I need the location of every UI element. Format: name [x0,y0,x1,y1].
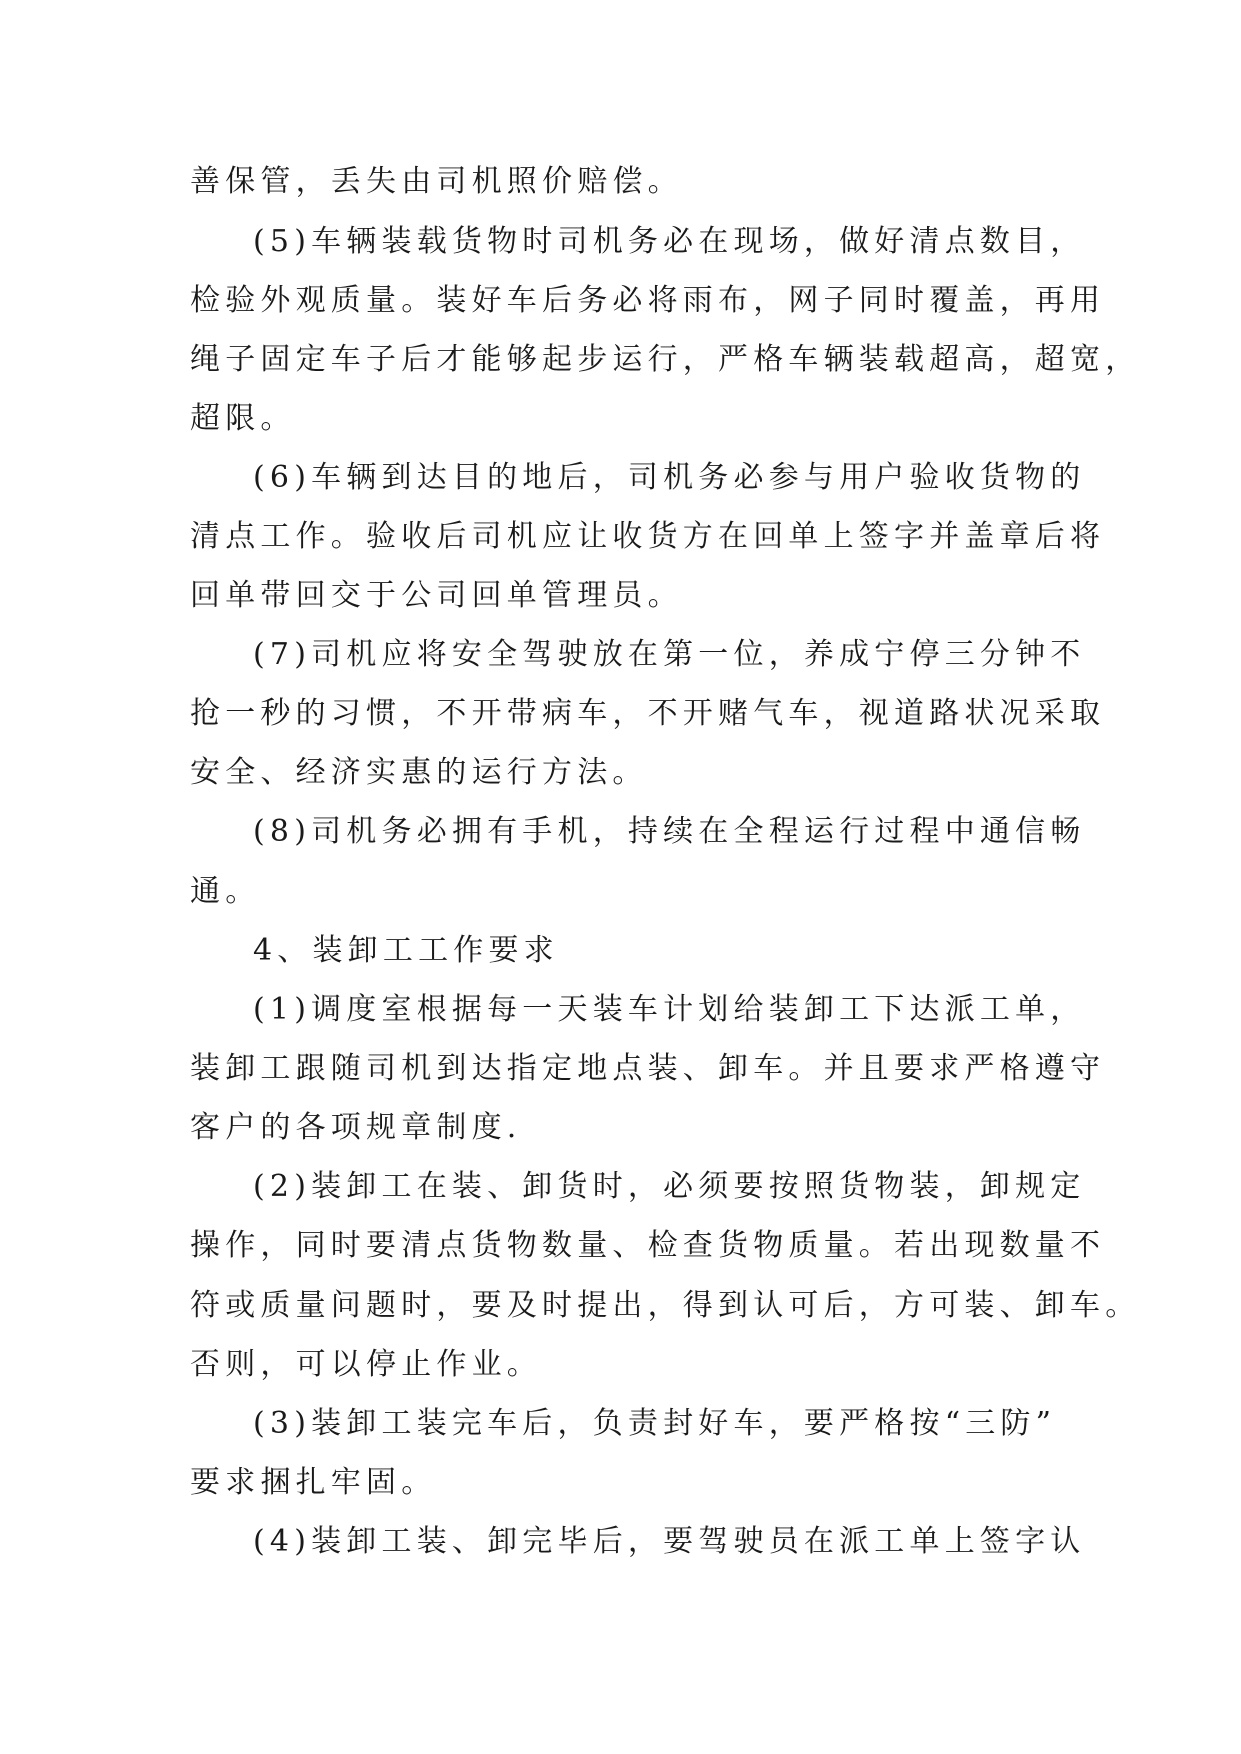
text-line: 否则，可以停止作业。 [190,1347,542,1382]
text-line: (4)装卸工装、卸完毕后，要驾驶员在派工单上签字认 [253,1524,1086,1559]
text-line: 超限。 [190,401,296,436]
text-line: 操作，同时要清点货物数量、检查货物质量。若出现数量不 [190,1228,1106,1263]
text-line: 回单带回交于公司回单管理员。 [190,578,683,613]
text-line: 绳子固定车子后才能够起步运行，严格车辆装载超高，超宽， [190,342,1141,377]
text-line: (8)司机务必拥有手机，持续在全程运行过程中通信畅 [253,814,1086,849]
text-line: 清点工作。验收后司机应让收货方在回单上签字并盖章后将 [190,519,1106,554]
text-line: (3)装卸工装完车后，负责封好车，要严格按“三防” [253,1406,1057,1441]
text-line: 通。 [190,874,261,909]
text-line: (5)车辆装载货物时司机务必在现场，做好清点数目， [253,224,1086,259]
text-line: 符或质量问题时，要及时提出，得到认可后，方可装、卸车。 [190,1288,1141,1323]
text-line: 抢一秒的习惯，不开带病车，不开赌气车，视道路状况采取 [190,696,1106,731]
text-line: (6)车辆到达目的地后，司机务必参与用户验收货物的 [253,460,1086,495]
text-line: 检验外观质量。装好车后务必将雨布，网子同时覆盖，再用 [190,283,1106,318]
text-line: 安全、经济实惠的运行方法。 [190,755,648,790]
text-line: (2)装卸工在装、卸货时，必须要按照货物装，卸规定 [253,1169,1086,1204]
text-line: 装卸工跟随司机到达指定地点装、卸车。并且要求严格遵守 [190,1051,1106,1086]
text-line: 要求捆扎牢固。 [190,1465,437,1500]
section-heading: 4、装卸工工作要求 [253,933,559,968]
text-line: 善保管，丢失由司机照价赔偿。 [190,164,683,199]
text-line: (7)司机应将安全驾驶放在第一位，养成宁停三分钟不 [253,637,1086,672]
text-line: (1)调度室根据每一天装车计划给装卸工下达派工单， [253,992,1086,1027]
text-line: 客户的各项规章制度. [190,1110,522,1145]
